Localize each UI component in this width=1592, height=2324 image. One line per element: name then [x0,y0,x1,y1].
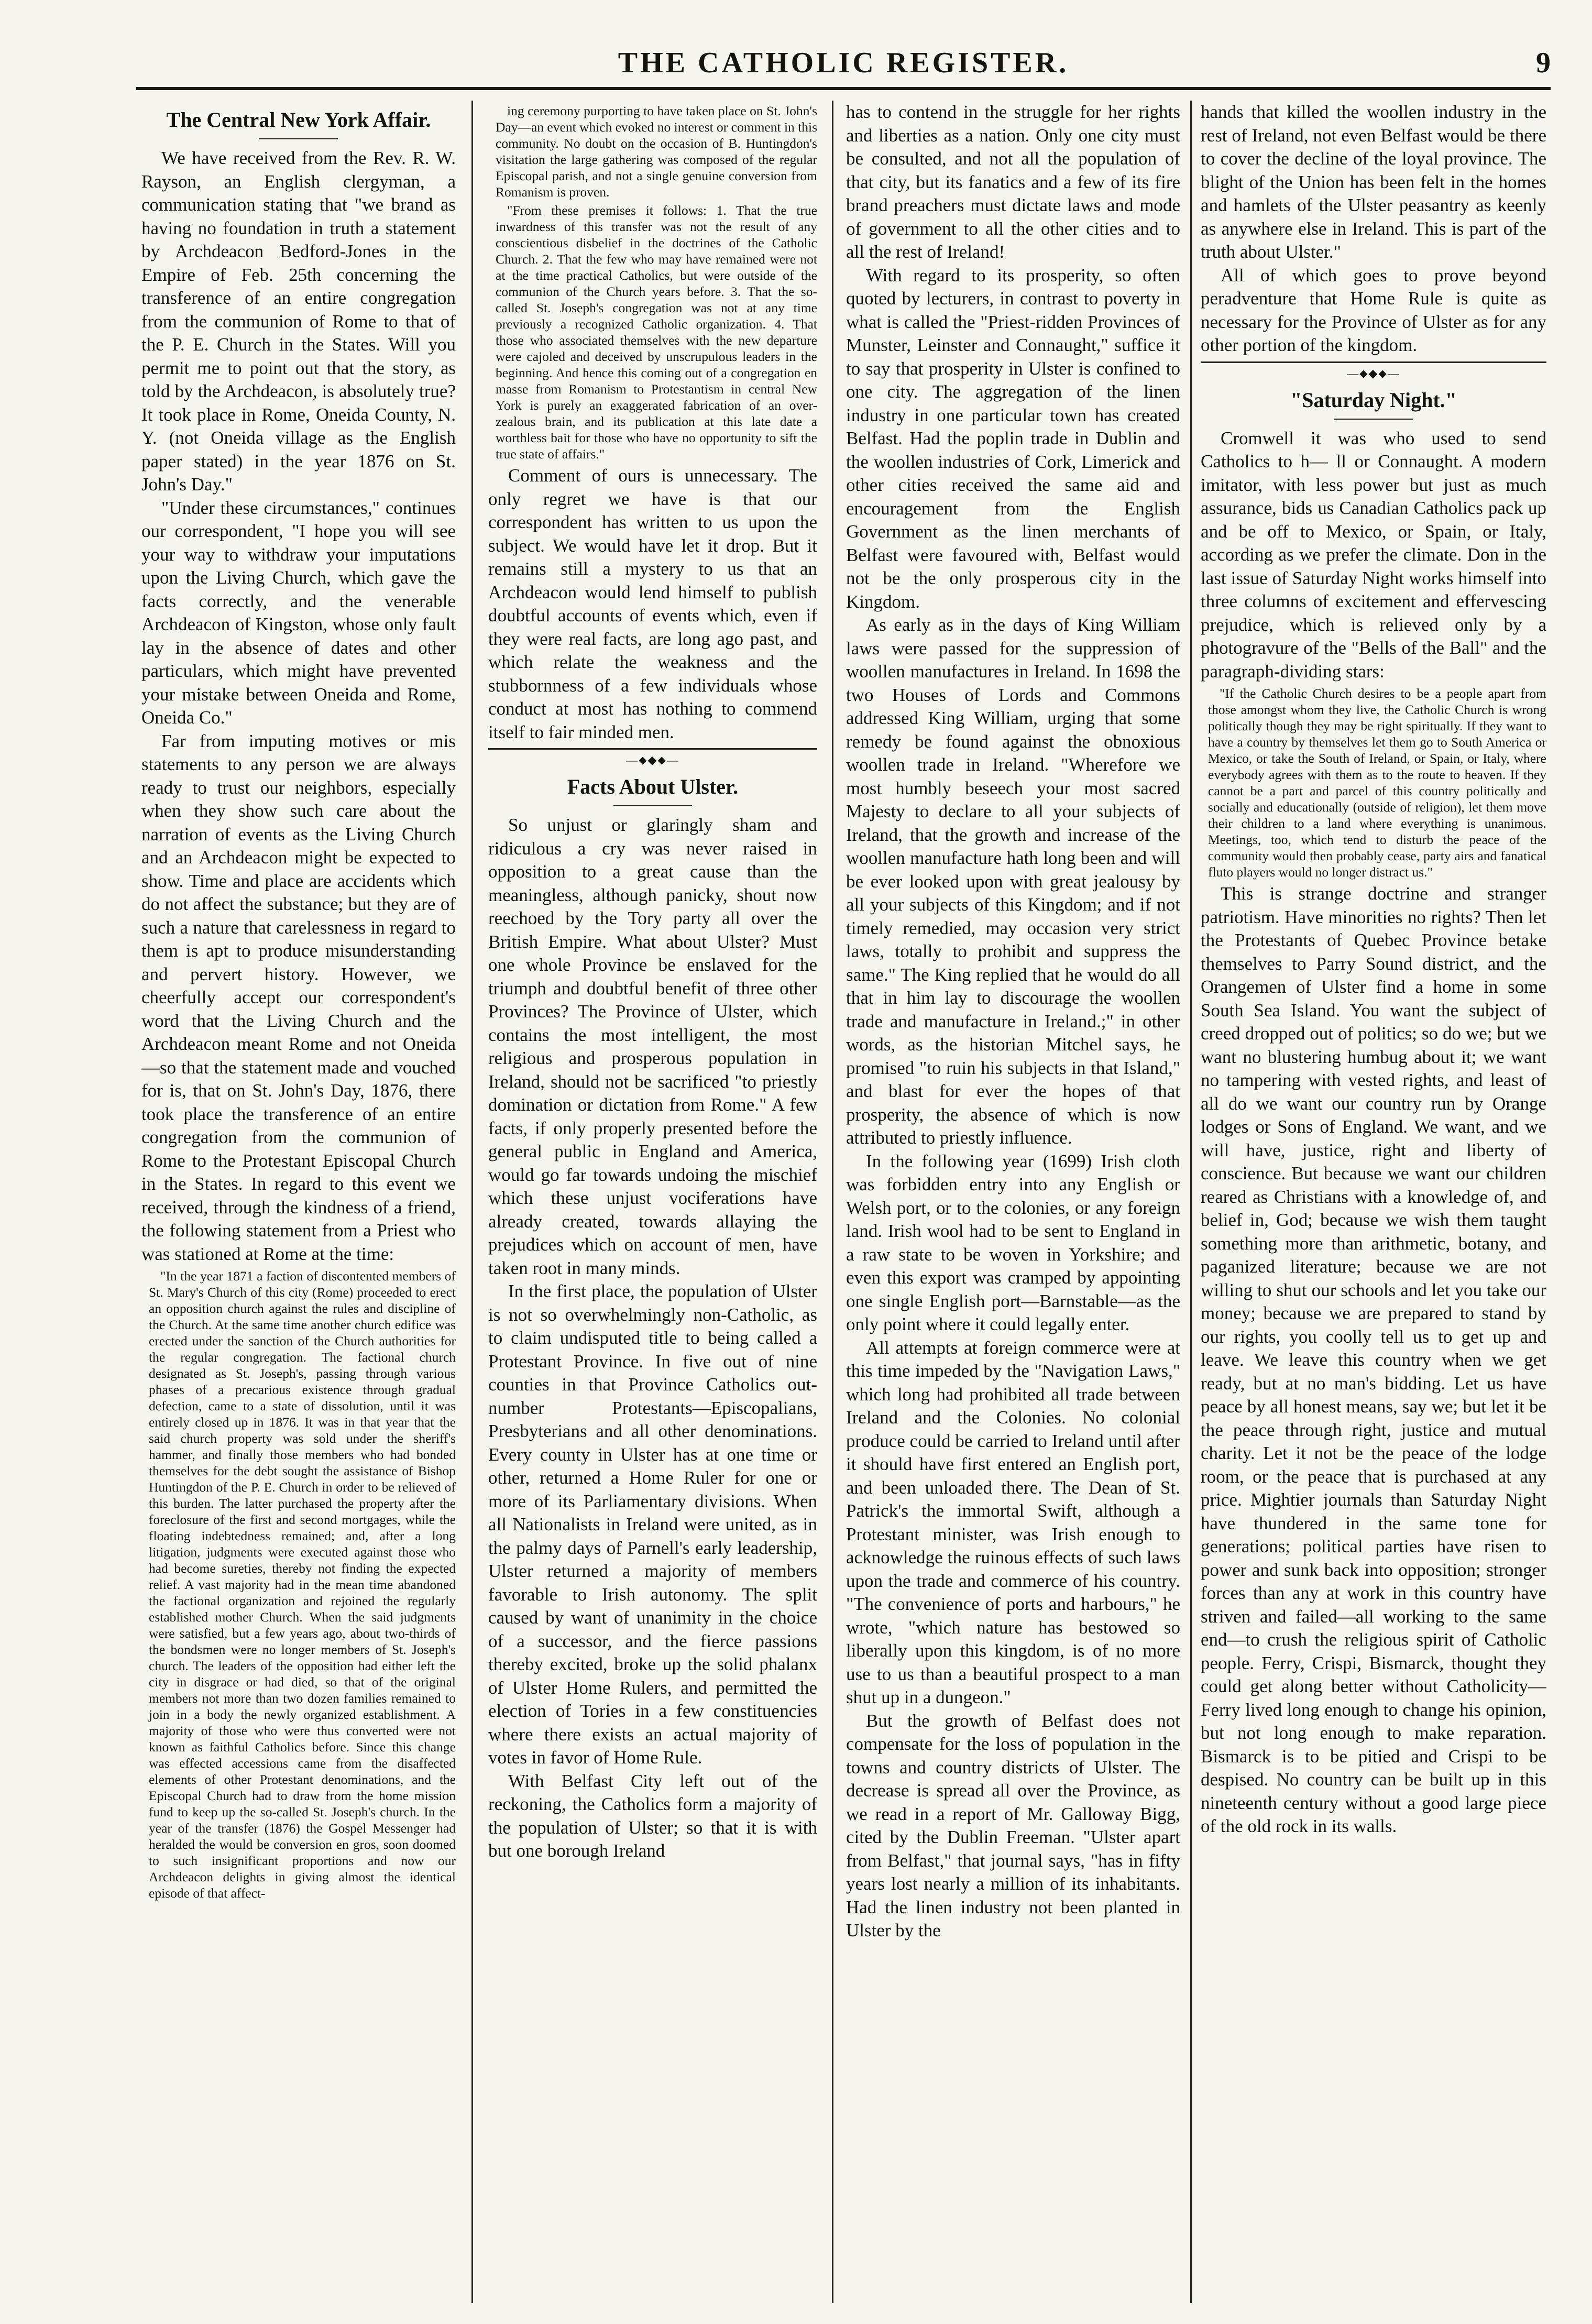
headline-rule [613,805,692,806]
page-number: 9 [1536,47,1551,79]
article-paragraph: In the following year (1699) Irish cloth was forbidden entry into any English or Welsh port, or to the colonies, or any foreign land. Irish wool had to be sent to England in a raw state to be woven in Yorkshire; and even this export was cramped by appointing one single English port—Barnstable—as the only point where it could legally enter. [846,1150,1180,1334]
article-paragraph: All attempts at foreign commerce were at this time impeded by the "Navigation Laws," which long had prohibited all trade between Ireland and the Colonies. No colonial produce could be carried to Ireland until after it should have first entered an English port, and been unloaded there. The Dean of St. Patrick's the immortal Swift, although a Protestant minister, was Irish enough to acknowledge the ruinous effects of such laws upon the trade and commerce of his country. "The convenience of ports and harbours," he wrote, "which nature has bestowed so liberally upon this kingdom, is of no more use to us than a beautiful prospect to a man shut up in a dungeon." [846,1337,1180,1707]
masthead-rule [136,87,1551,90]
article-paragraph: All of which goes to prove beyond peradventure that Home Rule is quite as necessary for the Province of Ulster as for any other portion of the kingdom. [1201,265,1546,355]
column-divider [832,101,833,2303]
section-rule [1201,361,1546,363]
article-paragraph: In the first place, the population of Ulster is not so overwhelmingly non-Catholic, as to claim undisputed title to being called a Protestant Province. In five out of nine counties in that Province Catholics out-number Protestants—Episcopalians, Presbyterians and all other denominations. Every county in Ulster has at one time or other, returned a Home Ruler for one or more of its Parliamentary divisions. When all Nationalists in Ireland were united, as in the palmy days of Parnell's early leadership, Ulster returned a majority of members favorable to Irish autonomy. The split caused by want of unanimity in the choice of a successor, and the fierce passions thereby excited, broke up the solid phalanx of Ulster Home Rulers, and permitted the election of Tories in a few constituencies where there exists an actual majority of votes in favor of Home Rule. [488,1281,817,1768]
masthead [136,46,1551,83]
article-headline-saturday-night: "Saturday Night." [1290,388,1457,412]
article-paragraph: So unjust or glaringly sham and ridiculous a cry was never raised in opposition to a great cause than the meaningless, although panicky, shout now reechoed by the Tory party all over the British Empire. What about Ulster? Must one whole Province be enslaved for the triumph and doubtful benefit of three other Provinces? The Province of Ulster, which contains the most intelligent, the most religious and prosperous population in Ireland, should not be sacrificed "to priestly domination or dictation from Rome." A few facts, if only properly presented before the general public in England and America, would go far towards undoing the mischief which these unjust vociferations have already created, towards allaying the prejudices which on account of men, have taken root in many minds. [488,815,817,1278]
article-paragraph: Comment of ours is unnecessary. The only regret we have is that our correspondent has written to us upon the subject. We would have let it drop. But it remains still a mystery to us that an Archdeacon would lend himself to publish doubtful accounts of events which, even if they were real facts, are long ago past, and which relate the weakness and the stubbornness of a few individuals whose conduct at most has nothing to commend itself to fair minded men. [488,465,817,742]
column-2 [488,101,817,2303]
column-3 [846,101,1180,2303]
headline-rule [1334,419,1413,420]
article-paragraph: Cromwell it was who used to send Catholics to h— ll or Connaught. A modern imitator, with less power but just as much assurance, bids us Canadian Catholics pack up and be off to Mexico, or Spain, or Italy, according as we prefer the climate. Don in the last issue of Saturday Night works himself into three columns of excitement and effervescing prejudice, which is relieved only by a photogravure of the "Bells of the Ball" and the paragraph-dividing stars: [1201,427,1546,682]
article-paragraph: "Under these circumstances," continues our correspondent, "I hope you will see your way to withdraw your imputations upon the Living Church, which gave the facts correctly, and the venerable Archdeacon of Kingston, whose only fault lay in the absence of dates and other particulars, which might have prevented your mistake between Oneida and Rome, Oneida Co." [141,497,456,728]
quoted-statement: "In the year 1871 a faction of discontented members of St. Mary's Church of this city (Rome) proceeded to erect an opposition church against the rules and discipline of the Church. At the same time another church edifice was erected under the sanction of the Church authorities for the regular congregation. The factional church designated as St. Joseph's, passing through various phases of a precarious existence through gradual defection, came to a state of dissolution, until it was entirely closed up in 1876. It was in that year that the said church property was sold under the sheriff's hammer, and finally those members who had bonded themselves for the debt sought the assistance of Bishop Huntingdon of the P. E. Church in order to be relieved of this burden. The latter purchased the property after the foreclosure of the first and second mortgages, while the floating indebtedness remained; and, after a long litigation, judgments were executed against those who had become sureties, thereby not finding the expected relief. A vast majority had in the mean time abandoned the factional organization and rejoined the regularly established mother Church. When the said judgments were satisfied, but a few years ago, about two-thirds of the bondsmen were no longer members of St. Joseph's church. The leaders of the opposition had either left the city in disgrace or had died, so that of the original members not more than two dozen families remained to join in a body the newly organized establishment. A majority of those who were thus converted were not known as faithful Catholics before. Since this change was effected accessions came from the disaffected elements of other Protestant denominations, and the Episcopal Church had to draw from the home mission fund to keep up the so-called St. Joseph's church. In the year of the transfer (1876) the Gospel Messenger had heralded the would be conversion en gros, soon doomed to such insignificant proportions and now our Archdeacon delights in giving almost the identical episode of that affect- [149,1268,456,1901]
article-paragraph: Far from imputing motives or mis statements to any person we are always ready to trust our neighbors, especially when they show such care about the narration of events as the Living Church and an Archdeacon might be expected to show. Time and place are accidents which do not affect the substance; but they are of such a nature that carelessness in regard to them is apt to produce misunderstanding and pervert history. However, we cheerfully accept our correspondent's word that the Living Church and the Archdeacon meant Rome and not Oneida—so that the statement made and vouched for is, that on St. John's Day, 1876, there took place the transference of an entire congregation from the communion of Rome to the Protestant Episcopal Church in the States. In regard to this event we received, through the kindness of a friend, the following statement from a Priest who was stationed at Rome at the time: [141,730,456,1264]
column-4 [1201,101,1546,2303]
section-rule [488,748,817,750]
ornament-divider: —⬥◆⬥— [1347,366,1400,380]
headline-rule [259,138,338,139]
quoted-statement: "If the Catholic Church desires to be a people apart from those amongst whom they live, the Catholic Church is wrong politically though they may be right spiritually. If they want to have a country by themselves let them go to South America or Mexico, or take the South of Ireland, or Spain, or Italy, where everybody agrees with them as to the route to heaven. If they cannot be a part and parcel of this country politically and socially and educationally (outside of religion), let them move their children to a land where everything is unanimous. Meetings, too, which tend to disturb the peace of the community would then probably cease, party airs and fanatical fluto players would no longer distract us." [1208,686,1546,880]
article-paragraph: This is strange doctrine and stranger patriotism. Have minorities no rights? Then let the Protestants of Quebec Province betake themselves to Parry Sound district, and the Orangemen of Ulster find a home in some South Sea Island. You want the subject of creed dropped out of politics; so do we; but we want no blustering humbug about it; we want no tampering with vested rights, and least of all do we want our country run by Orange lodges or Sons of England. We want, and we will have, justice, right and liberty of conscience. But because we want our children reared as Christians with a knowledge of, and belief in, God; because we wish them taught something more than arithmetic, botany, and paganized literature; because we are not willing to shut our schools and let you take our money; because we are prepared to stand by our rights, you coolly tell us to get up and leave. We leave this country when we get ready, but at no man's bidding. Let us have peace by all honest means, say we; but let it be the peace through right, justice and mutual charity. Let it not be the peace of the lodge room, or the peace that is purchased at any price. Mightier journals than Saturday Night have thundered in the same tone for generations; political parties have risen to power and sunk back into opposition; stronger forces than any at work in this country have striven and failed—all working to the same end—to crush the religious spirit of Catholic people. Ferry, Crispi, Bismarck, thought they could get along better without Catholicity—Ferry lived long enough to change his opinion, but not long enough to make reparation. Bismarck is to be pitied and Crispi to be despised. No country can be built up in this nineteenth century without a good large piece of the old rock in its walls. [1201,883,1546,1836]
column-divider [471,101,473,2303]
quoted-statement: "From these premises it follows: 1. That the true inwardness of this transfer was not the result of any conscientious disbelief in the doctrines of the Catholic Church. 2. That the few who may have remained were not at the time practical Catholics, but were outside of the communion of the Church years before. 3. That the so-called St. Joseph's congregation was not at any time previously a recognized Catholic organization. 4. That those who associated themselves with the new departure were cajoled and deceived by unscrupulous leaders in the beginning. And hence this coming out of a congregation en masse from Romanism to Protestantism in central New York is purely an exaggerated fabrication of an over-zealous brain, and its publication at this late date a worthless bait for those who have no opportunity to sift the true state of affairs." [496,203,817,462]
article-paragraph: hands that killed the woollen industry in the rest of Ireland, not even Belfast would be there to cover the decline of the loyal province. The blight of the Union has been felt in the homes and hamlets of the Ulster peasantry as keenly as anywhere else in Ireland. This is part of the truth about Ulster." [1201,102,1546,262]
article-paragraph: But the growth of Belfast does not compensate for the loss of population in the towns and country districts of Ulster. The decrease is spread all over the Province, as we read in a report of Mr. Galloway Bigg, cited by the Dublin Freeman. "Ulster apart from Belfast," that journal says, "has in fifty years lost nearly a million of its inhabitants. Had the linen industry not been planted in Ulster by the [846,1710,1180,1941]
article-paragraph: has to contend in the struggle for her rights and liberties as a nation. Only one city must be consulted, and not all the population of that city, but its fanatics and a few of its fire brand preachers must dictate laws and mode of government to all the other cities and to all the rest of Ireland! [846,102,1180,262]
column-1 [141,101,456,2303]
article-paragraph: We have received from the Rev. R. W. Rayson, an English clergyman, a communication stating that "we brand as having no foundation in truth a statement by Archdeacon Bedford-Jones in the Empire of Feb. 25th concerning the transference of an entire congregation from the communion of Rome to that of the P. E. Church in the States. Will you permit me to point out that the story, as told by the Archdeacon, is absolutely true? It took place in Rome, Oneida County, N. Y. (not Oneida village as the English paper stated) in the year 1876 on St. John's Day." [141,148,456,495]
article-headline-facts-about-ulster: Facts About Ulster. [567,775,739,798]
column-divider [1190,101,1192,2303]
ornament-divider: —⬥◆⬥— [626,753,679,766]
quoted-statement-continued: ing ceremony purporting to have taken place on St. John's Day—an event which evoked no interest or comment in this community. No doubt on the occasion of B. Huntingdon's visitation the large gathering was composed of the regular Episcopal parish, and not a single genuine conversion from Romanism is proven. [496,103,817,200]
article-paragraph: With regard to its prosperity, so often quoted by lecturers, in contrast to poverty in what is called the "Priest-ridden Provinces of Munster, Leinster and Connaught," suffice it to say that prosperity in Ulster is confined to one city. The aggregation of the linen industry in one particular town has created Belfast. Had the poplin trade in Dublin and the woollen industries of Cork, Limerick and other cities received the same aid and encouragement from the English Government as the linen merchants of Belfast were favoured with, Belfast would not be the only prosperous city in the Kingdom. [846,265,1180,612]
newspaper-title: THE CATHOLIC REGISTER. [618,47,1069,79]
article-headline-central-new-york: The Central New York Affair. [166,108,431,131]
article-paragraph: With Belfast City left out of the reckoning, the Catholics form a majority of the population of Ulster; so that it is with but one borough Ireland [488,1770,817,1861]
article-paragraph: As early as in the days of King William laws were passed for the suppression of woollen manufactures in Ireland. In 1698 the two Houses of Lords and Commons addressed King William, urging that some remedy be found against the obnoxious woollen trade in Ireland. "Wherefore we most humbly beseech your most sacred Majesty to declare to all your subjects of Ireland, that the growth and increase of the woollen manufacture hath long been and will be ever looked upon with great jealousy by all your subjects of this Kingdom; and if not timely remedied, may occasion very strict laws, totally to prohibit and suppress the same." The King replied that he would do all that in him lay to discourage the woollen trade and manufacture in Ireland.;" in other words, as the historian Mitchel says, he promised "to ruin his subjects in that Island," and blast for ever the hopes of that prosperity, the absence of which is now attributed to priestly influence. [846,615,1180,1148]
